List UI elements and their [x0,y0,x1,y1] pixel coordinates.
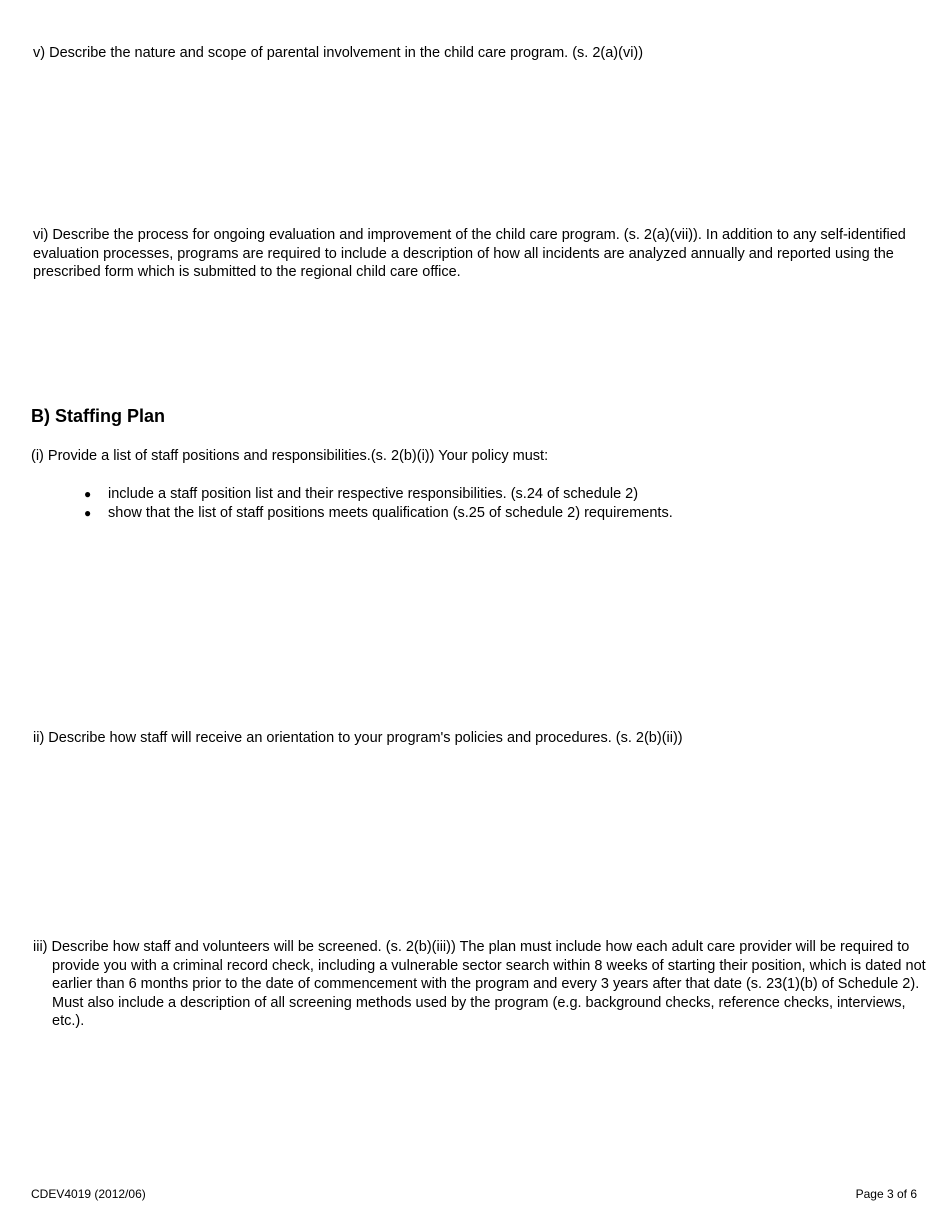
staff-requirements-list [84,485,904,522]
question-vi-evaluation: vi) Describe the process for ongoing evaluation and improvement of the child care program. (s. 2(a)(vii)). In addition to any self-identified evaluation processes, programs are required to include a description of how all incidents are analyzed annually and reported using the prescribed form which is submitted to the regional child care office. [33,227,906,280]
section-b-heading: B) Staffing Plan [31,406,165,426]
question-ii-orientation: ii) Describe how staff will receive an orientation to your program's policies and procedures. (s. 2(b)(ii)) [33,730,683,746]
question-iii-screening: iii) Describe how staff and volunteers will be screened. (s. 2(b)(iii)) The plan must include how each adult care provider will be required to provide you with a criminal record check, including a vulnerable sector search within 8 weeks of starting their position, which is dated not earlier than 6 months prior to the date of commencement with the program and every 3 years after that date (s. 23(1)(b) of Schedule 2). Must also include a description of all screening methods used by the program (e.g. background checks, reference checks, interviews, etc.). [33,939,926,1029]
answer-area-ii[interactable] [33,755,923,930]
answer-area-vi[interactable] [33,290,923,400]
answer-area-i[interactable] [33,530,923,725]
answer-area-v[interactable] [33,70,923,220]
list-item: ● include a staff position list and their respective responsibilities. (s.24 of schedule 2) [84,485,904,504]
question-v-parental-involvement: v) Describe the nature and scope of parental involvement in the child care program. (s. 2(a)(vi)) [33,45,644,61]
form-id: CDEV4019 (2012/06) [31,1187,146,1201]
page-number: Page 3 of 6 [855,1187,917,1201]
question-i-staff-positions: (i) Provide a list of staff positions and responsibilities.(s. 2(b)(i)) Your policy must: [31,448,549,464]
list-item: ● show that the list of staff positions meets qualification (s.25 of schedule 2) requirements. [84,504,904,523]
answer-area-iii[interactable] [33,1040,923,1180]
